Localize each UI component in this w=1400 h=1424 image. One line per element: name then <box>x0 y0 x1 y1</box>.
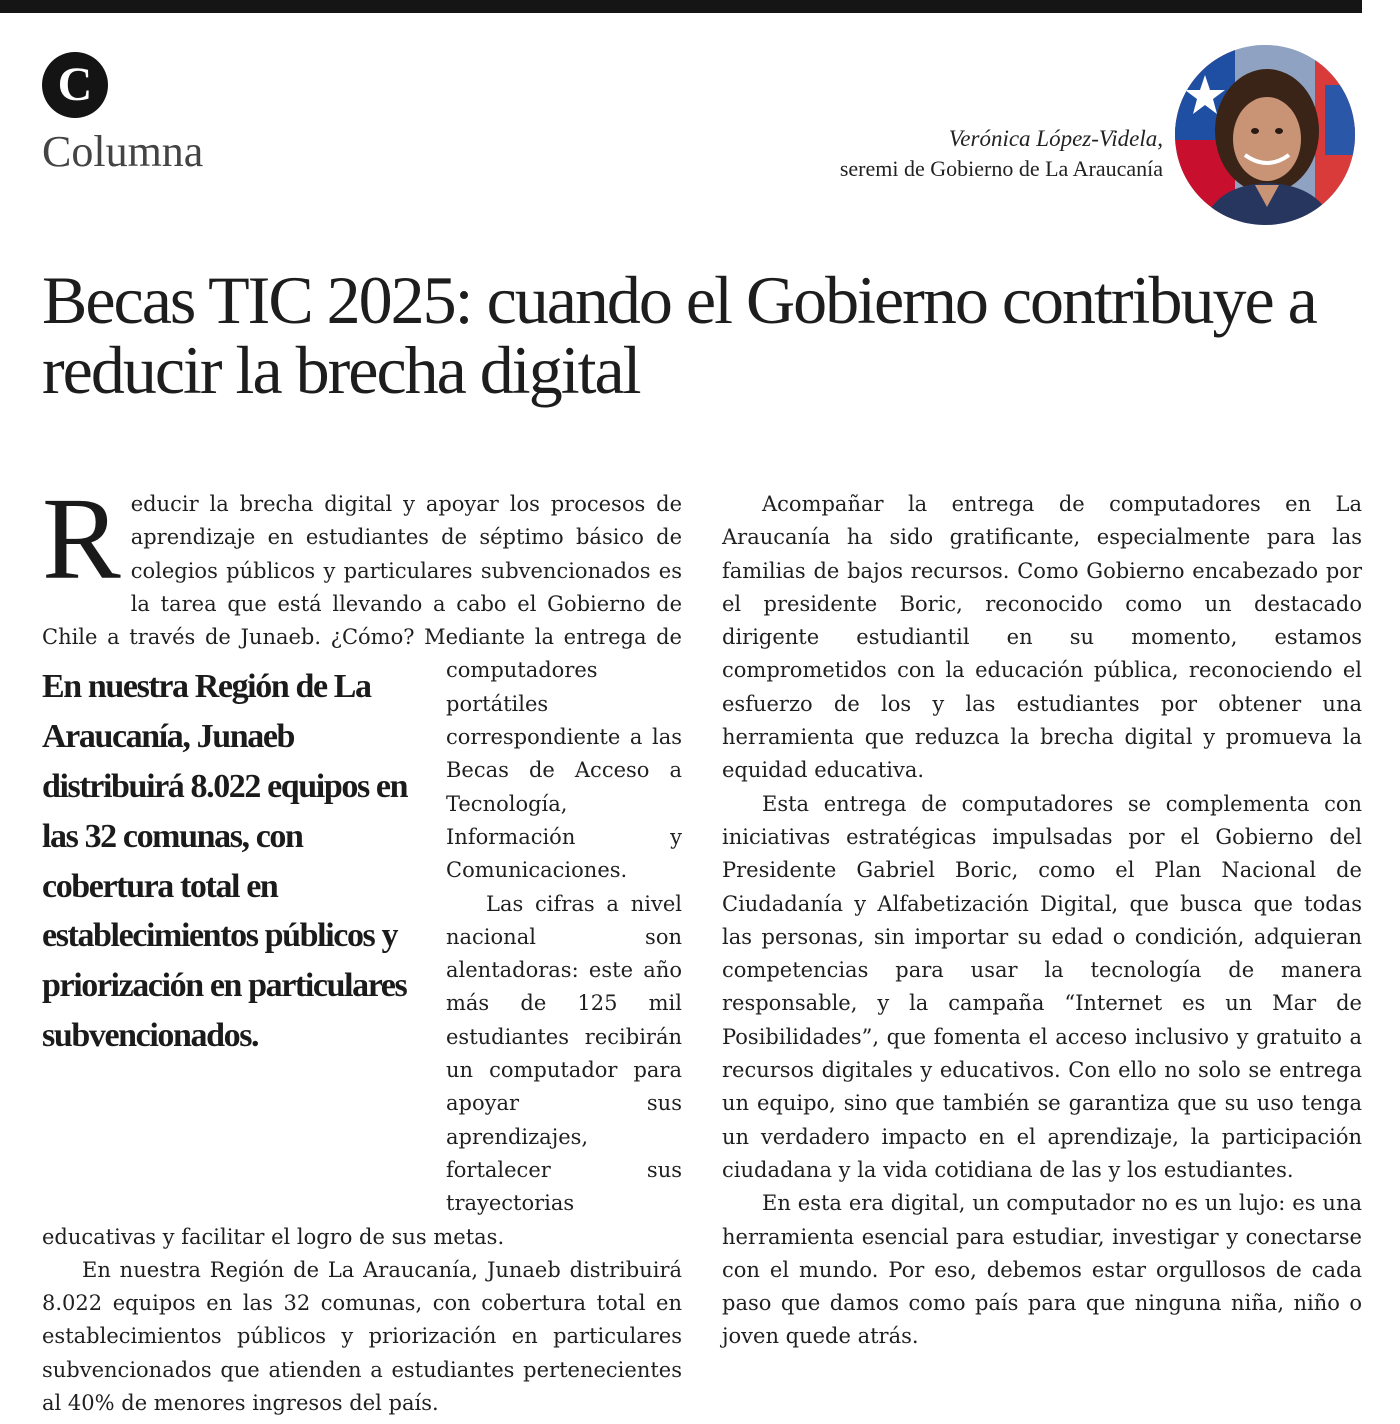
paragraph-2: Las cifras a nivel nacional son alentadoras: este año más de 125 mil estudiantes recibirán un computador para apoyar sus aprendizajes, fortalecer sus trayectorias educativas y facilitar el logro de sus metas. <box>42 891 682 1249</box>
author-byline <box>840 124 1163 184</box>
article-column-right <box>722 488 1362 1354</box>
pullquote: En nuestra Región de La Araucanía, Junaeb distribuirá 8.022 equipos en las 32 comunas, con cobertura total en establecimientos públicos y priorización en particulares subvencionados. <box>42 668 408 1055</box>
author-name: Verónica López-Videla, <box>948 126 1163 151</box>
paragraph-3: En nuestra Región de La Araucanía, Junaeb distribuirá 8.022 equipos en las 32 comunas, con cobertura total en establecimientos públicos y priorización en particulares subvencionados que atienden a estudiantes pertenecientes al 40% de menores ingresos del país. <box>42 1257 682 1416</box>
paragraph-1 <box>42 473 682 654</box>
author-photo <box>1175 45 1355 225</box>
article-column-left <box>42 473 682 1420</box>
pullquote-box <box>42 662 440 1216</box>
paragraph-5: Esta entrega de computadores se complementa con iniciativas estratégicas impulsadas por el Gobierno del Presidente Gabriel Boric, como el Plan Nacional de Ciudadanía y Alfabetización Digital, que busca que todas las personas, sin importar su edad o condición, adquieran competencias para usar la tecnología de manera responsable, y la campaña “Internet es un Mar de Posibilidades”, que fomenta el acceso inclusivo y gratuito a recursos digitales y educativos. Con ello no solo se entrega un equipo, sino que también se garantiza que su uso tenga un verdadero impacto en el aprendizaje, la participación ciudadana y la vida cotidiana de las y los estudiantes. <box>722 791 1362 1182</box>
section-label: Columna <box>42 127 204 176</box>
top-rule <box>0 0 1362 13</box>
paragraph-4: Acompañar la entrega de computadores en La Araucanía ha sido gratificante, especialmente para las familias de bajos recursos. Como Gobierno encabezado por el presidente Boric, reconocido como un destacado dirigente estudiantil en su momento, estamos comprometidos con la educación pública, reconociendo el esfuerzo de los y las estudiantes por obtener una herramienta que reduzca la brecha digital y promueva la equidad educativa. <box>722 492 1362 783</box>
paragraph-6: En esta era digital, un computador no es un lujo: es una herramienta esencial para estudiar, investigar y conectarse con el mundo. Por eso, debemos estar orgullosos de cada paso que damos como país para que ninguna niña, niño o joven quede atrás. <box>722 1191 1362 1349</box>
paragraph-1-continued: computadores portátiles correspondiente a las Becas de Acceso a Tecnología, Información y Comunicaciones. <box>446 658 682 883</box>
drop-cap: R <box>42 473 121 604</box>
author-portrait-icon <box>1175 45 1355 225</box>
headline: Becas TIC 2025: cuando el Gobierno contribuye a reducir la brecha digital <box>42 262 1316 408</box>
paragraph-1-text: educir la brecha digital y apoyar los procesos de aprendizaje en estudiantes de séptimo básico de colegios públicos y particulares subvencionados es la tarea que está llevando a cabo el Gobierno de Chile a través de Junaeb. ¿Cómo? Mediante la entrega de <box>42 492 682 650</box>
author-role: seremi de Gobierno de La Araucanía <box>839 156 1163 181</box>
section-badge: C <box>42 52 108 118</box>
